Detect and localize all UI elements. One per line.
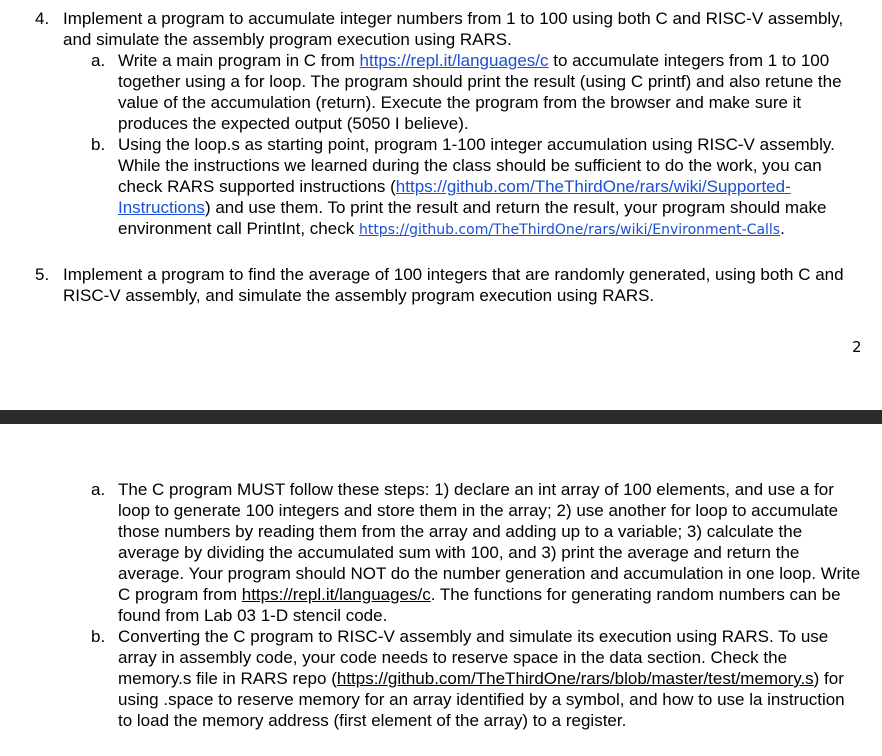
question-4b-text-1: Using the loop.s as starting point, program 1-100 integer accumulation using RISC-V assembly. While the instructions we learned during the class should be sufficient to do the work, you can check RARS supported instructions ( xyxy=(118,135,835,196)
question-4b-text-3: . xyxy=(780,219,785,238)
question-5b-text xyxy=(118,626,863,731)
question-5b-text-1: Converting the C program to RISC-V assembly and simulate its execution using RARS. To use array in assembly code, your code needs to reserve space in the data section. Check the memory.s file in RARS repo ( xyxy=(118,627,829,688)
page-divider xyxy=(0,410,882,424)
page-number: 2 xyxy=(852,338,862,356)
question-4-number: 4. xyxy=(35,9,50,28)
question-5b-letter: b. xyxy=(91,627,106,646)
question-4a-text-2: to accumulate integers from 1 to 100 together using a for loop. The program should print the result (using C printf) and also retune the value of the accumulation (return). Execute the program from the browser and make sure it produces the expected output (5050 I believe). xyxy=(118,51,842,133)
repl-c-link[interactable]: https://repl.it/languages/c xyxy=(359,51,549,70)
question-5a xyxy=(0,479,882,626)
question-5 xyxy=(0,264,882,306)
question-5a-letter: a. xyxy=(91,480,106,499)
question-5a-text-2: . The functions for generating random numbers can be found from Lab 03 1-D stencil code. xyxy=(118,585,841,625)
document-page-bottom xyxy=(0,424,882,756)
question-4a-text xyxy=(118,50,863,134)
repl-c-link-2[interactable]: https://repl.it/languages/c xyxy=(241,585,431,604)
rars-environment-calls-link[interactable]: https://github.com/TheThirdOne/rars/wiki/Environment-Calls xyxy=(358,222,781,238)
question-5b xyxy=(0,626,882,756)
question-5-number: 5. xyxy=(35,265,50,284)
question-5-text: Implement a program to find the average of 100 integers that are randomly generated, using both C and RISC-V assembly, and simulate the assembly program execution using RARS. xyxy=(63,265,844,305)
question-4 xyxy=(0,8,882,50)
question-4b xyxy=(0,134,882,260)
question-4a xyxy=(0,50,882,134)
question-4-text: Implement a program to accumulate integer numbers from 1 to 100 using both C and RISC-V assembly, and simulate the assembly program execution using RARS. xyxy=(63,9,844,49)
question-5a-text xyxy=(118,479,863,626)
rars-memory-link[interactable]: https://github.com/TheThirdOne/rars/blob/master/test/memory.s xyxy=(336,669,814,688)
question-4b-text xyxy=(118,134,863,241)
question-4b-text-2: ) and use them. To print the result and return the result, your program should make environment call PrintInt, check xyxy=(118,198,827,238)
question-5a-text-1: The C program MUST follow these steps: 1) declare an int array of 100 elements, and use a for loop to generate 100 integers and store them in the array; 2) use another for loop to accumulate those numbers by reading them from the array and adding up to a variable; 3) calculate the average by dividing the accumulated sum with 100, and 3) print the average and return the average. Your program should NOT do the number generation and accumulation in one loop. Write C program from xyxy=(118,480,861,604)
question-5b-text-2: ) for using .space to reserve memory for an array identified by a symbol, and how to use la instruction to load the memory address (first element of the array) to a register. xyxy=(118,669,845,730)
rars-instructions-link[interactable]: https://github.com/TheThirdOne/rars/wiki/Supported-Instructions xyxy=(118,177,791,217)
question-4a-letter: a. xyxy=(91,51,106,70)
question-4a-text-1: Write a main program in C from xyxy=(118,51,360,70)
question-4b-letter: b. xyxy=(91,135,106,154)
